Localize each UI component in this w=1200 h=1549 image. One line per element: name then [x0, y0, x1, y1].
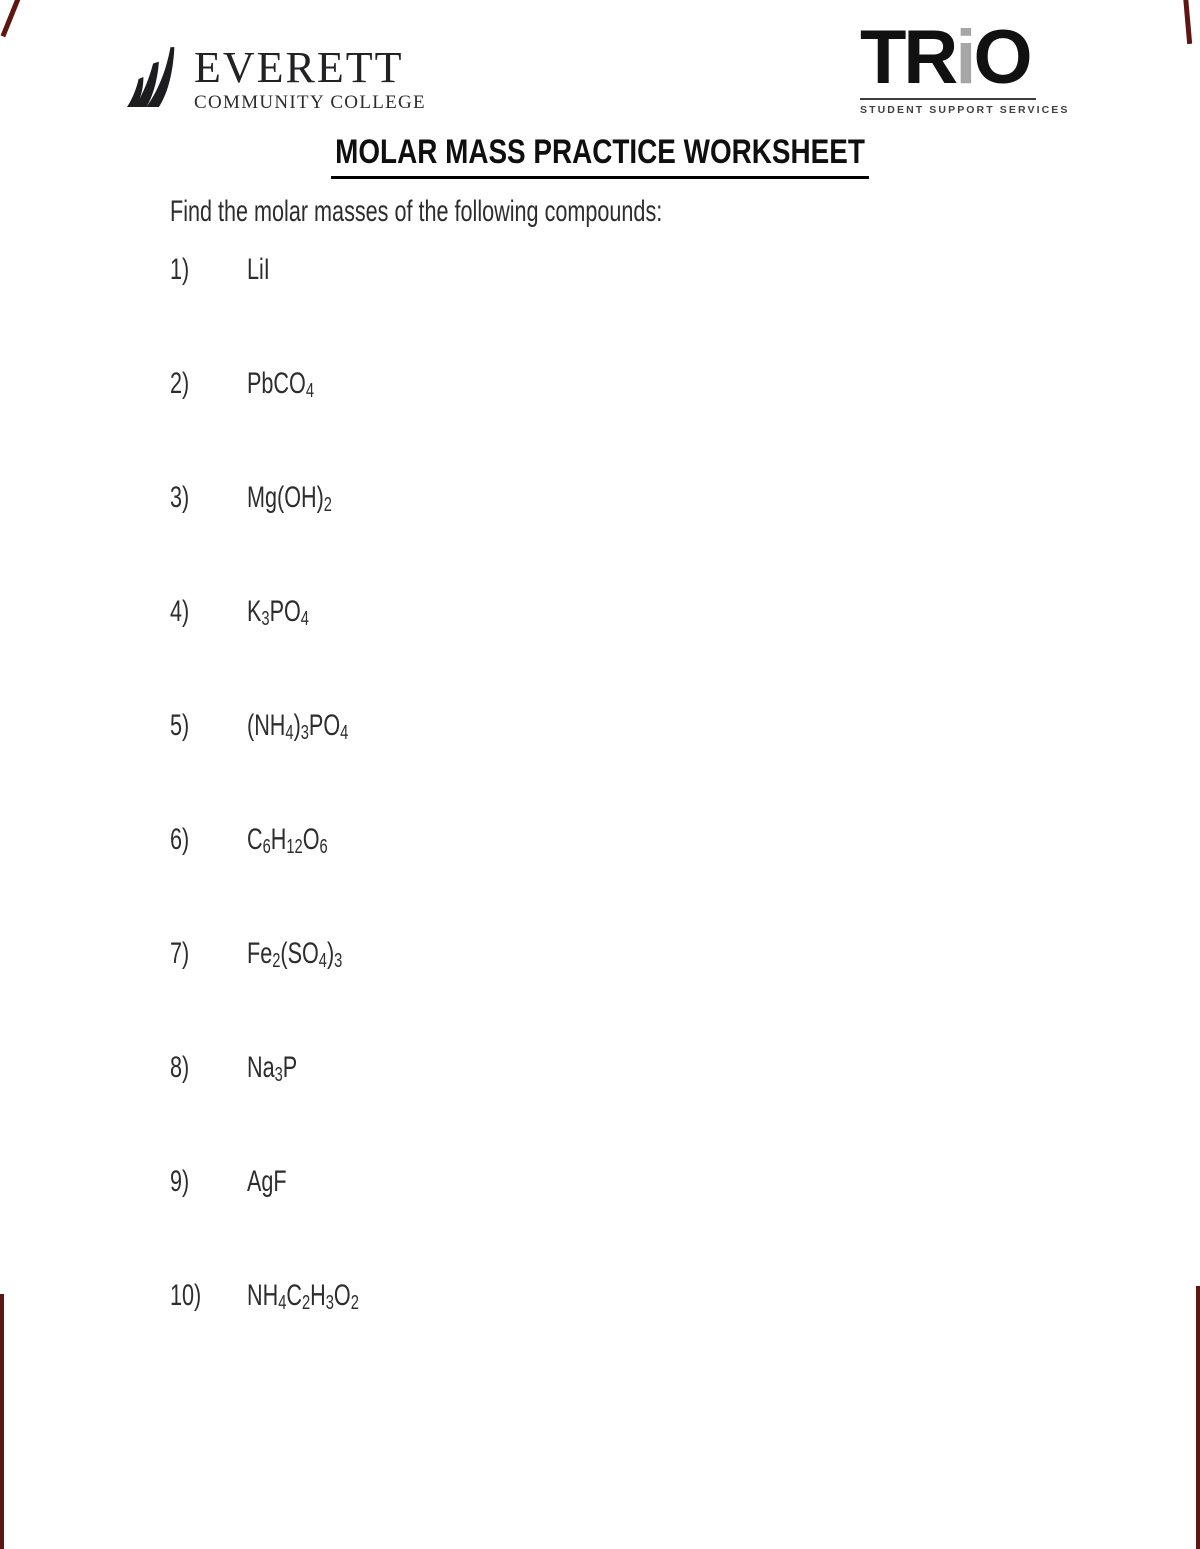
instructions-text: Find the molar masses of the following compounds: [170, 195, 663, 228]
trio-part-tr: TR [860, 15, 956, 100]
everett-college-logo [127, 43, 426, 113]
list-item [170, 594, 1070, 708]
item-number: 10) [170, 1279, 202, 1312]
trio-logo-wordmark [860, 15, 1036, 100]
list-item [170, 936, 1070, 1050]
trio-logo [860, 15, 1070, 116]
trio-logo-subtitle: STUDENT SUPPORT SERVICES [860, 104, 1070, 116]
compound-formula: $NH_4C_2H_3O_2$ [247, 1279, 359, 1314]
everett-logo-name: EVERETT [194, 43, 404, 92]
compound-formula: LiI [247, 253, 270, 286]
list-item [170, 1050, 1070, 1164]
list-item [170, 366, 1070, 480]
compound-formula: PbCO$_4$ [247, 367, 314, 402]
item-number: 4) [170, 595, 190, 628]
item-number: 1) [170, 253, 190, 286]
item-number: 9) [170, 1165, 190, 1198]
page-edge-mark-top-left [1, 0, 23, 37]
trio-part-i: i [955, 15, 974, 100]
compound-formula: $Mg(OH)_2$ [247, 481, 332, 516]
item-number: 3) [170, 481, 190, 514]
item-number: 2) [170, 367, 190, 400]
list-item [170, 480, 1070, 594]
title-row [0, 132, 1200, 179]
list-item [170, 822, 1070, 936]
compound-formula: $K_3PO_4$ [247, 595, 309, 630]
everett-logo-text [194, 43, 426, 113]
page-edge-mark-bottom-right [1196, 1286, 1200, 1549]
compound-formula: $Fe_2(SO_4)_3$ [247, 937, 343, 972]
compound-formula: $C_6H_{12}O_6$ [247, 823, 328, 858]
everett-logo-subtitle: COMMUNITY COLLEGE [194, 92, 426, 113]
page-edge-mark-top-right [1183, 0, 1192, 44]
page-title: MOLAR MASS PRACTICE WORKSHEET [331, 132, 869, 179]
compound-formula: $(NH_4)_3PO_4$ [247, 709, 349, 744]
item-number: 6) [170, 823, 190, 856]
item-number: 5) [170, 709, 190, 742]
trio-part-o: O [973, 15, 1030, 100]
list-item [170, 1278, 1070, 1392]
item-number: 7) [170, 937, 190, 970]
compound-formula: AgF [247, 1165, 287, 1198]
item-number: 8) [170, 1051, 190, 1084]
instructions-line [170, 194, 854, 230]
everett-swoosh-icon [127, 46, 185, 110]
list-item [170, 252, 1070, 366]
page-edge-mark-bottom-left [0, 1294, 4, 1549]
compound-list [170, 252, 1070, 1392]
list-item [170, 708, 1070, 822]
list-item [170, 1164, 1070, 1278]
compound-formula: $Na_3P$ [247, 1051, 298, 1086]
